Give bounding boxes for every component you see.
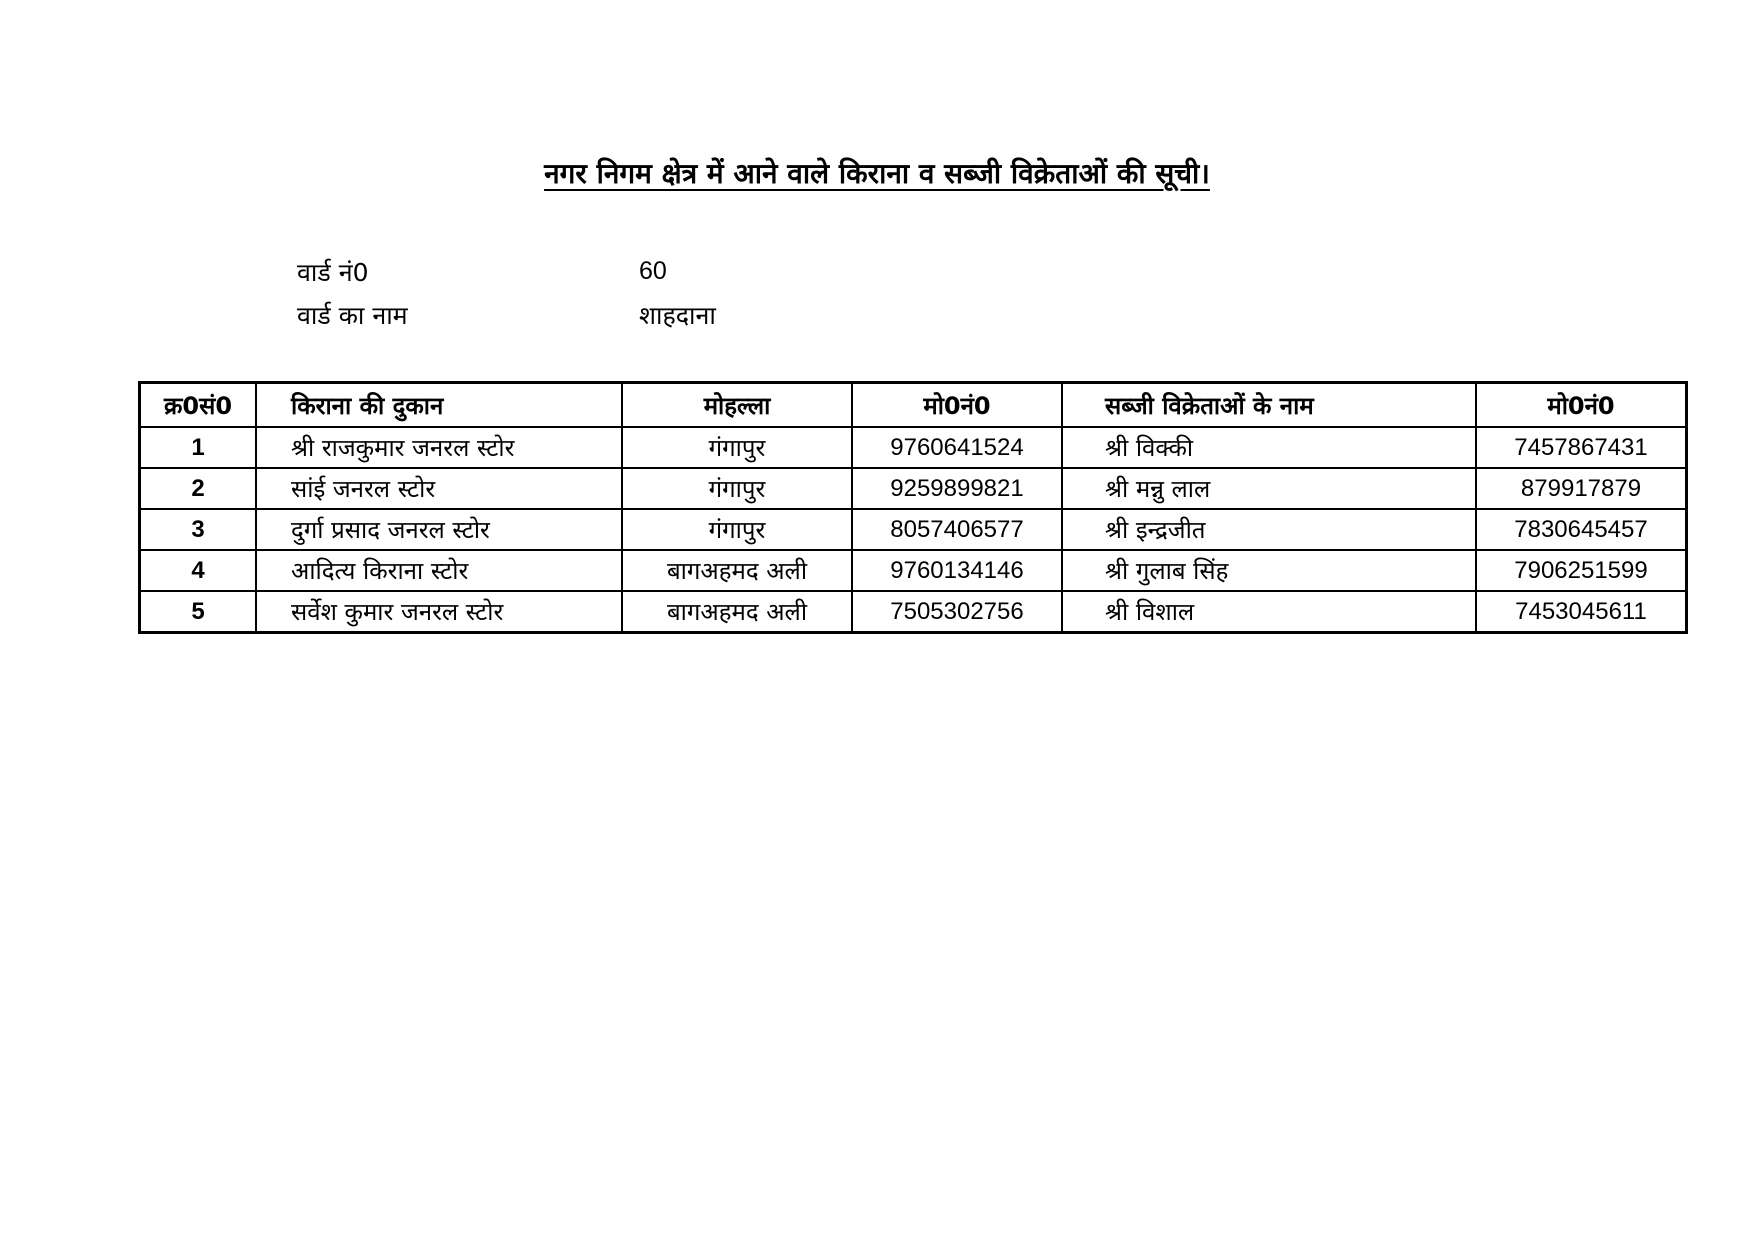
vendor-name-cell: श्री विक्की (1062, 427, 1476, 468)
vendors-table (138, 381, 1688, 634)
vendor-mobile-cell: 879917879 (1476, 468, 1687, 509)
ward-number-row (297, 250, 716, 293)
table-row (140, 427, 1687, 468)
serial-number-cell: 1 (140, 427, 257, 468)
serial-number-cell: 4 (140, 550, 257, 591)
shop-mobile-cell: 9760641524 (852, 427, 1062, 468)
ward-number-value: 60 (639, 257, 667, 285)
table-header-row (140, 383, 1687, 428)
vendor-mobile-cell: 7906251599 (1476, 550, 1687, 591)
header-grocery-shop: किराना की दुकान (256, 383, 622, 428)
header-serial-number: क्र0सं0 (140, 383, 257, 428)
locality-cell: गंगापुर (622, 427, 852, 468)
header-vegetable-vendor: सब्जी विक्रेताओं के नाम (1062, 383, 1476, 428)
shop-name-cell: श्री राजकुमार जनरल स्टोर (256, 427, 622, 468)
shop-mobile-cell: 7505302756 (852, 591, 1062, 633)
locality-cell: बागअहमद अली (622, 550, 852, 591)
vendor-mobile-cell: 7453045611 (1476, 591, 1687, 633)
ward-name-row (297, 293, 716, 336)
table-row (140, 509, 1687, 550)
shop-mobile-cell: 9259899821 (852, 468, 1062, 509)
vendor-mobile-cell: 7457867431 (1476, 427, 1687, 468)
table-row (140, 591, 1687, 633)
vendor-name-cell: श्री मन्नु लाल (1062, 468, 1476, 509)
shop-name-cell: सर्वेश कुमार जनरल स्टोर (256, 591, 622, 633)
shop-mobile-cell: 8057406577 (852, 509, 1062, 550)
header-locality: मोहल्ला (622, 383, 852, 428)
ward-info (297, 250, 716, 336)
shop-name-cell: आदित्य किराना स्टोर (256, 550, 622, 591)
vendor-name-cell: श्री इन्द्रजीत (1062, 509, 1476, 550)
locality-cell: गंगापुर (622, 468, 852, 509)
header-vendor-mobile: मो0नं0 (1476, 383, 1687, 428)
serial-number-cell: 3 (140, 509, 257, 550)
header-shop-mobile: मो0नं0 (852, 383, 1062, 428)
ward-name-label: वार्ड का नाम (297, 300, 408, 330)
ward-number-label: वार्ड नं0 (297, 257, 369, 287)
vendor-name-cell: श्री विशाल (1062, 591, 1476, 633)
shop-mobile-cell: 9760134146 (852, 550, 1062, 591)
vendor-name-cell: श्री गुलाब सिंह (1062, 550, 1476, 591)
document-title (0, 154, 1754, 194)
locality-cell: बागअहमद अली (622, 591, 852, 633)
locality-cell: गंगापुर (622, 509, 852, 550)
vendor-mobile-cell: 7830645457 (1476, 509, 1687, 550)
shop-name-cell: दुर्गा प्रसाद जनरल स्टोर (256, 509, 622, 550)
document-title-text: नगर निगम क्षेत्र में आने वाले किराना व सब्जी विक्रेताओं की सूची। (544, 157, 1210, 190)
serial-number-cell: 5 (140, 591, 257, 633)
table-row (140, 550, 1687, 591)
shop-name-cell: सांई जनरल स्टोर (256, 468, 622, 509)
table-row (140, 468, 1687, 509)
serial-number-cell: 2 (140, 468, 257, 509)
ward-name-value: शाहदाना (639, 300, 716, 330)
